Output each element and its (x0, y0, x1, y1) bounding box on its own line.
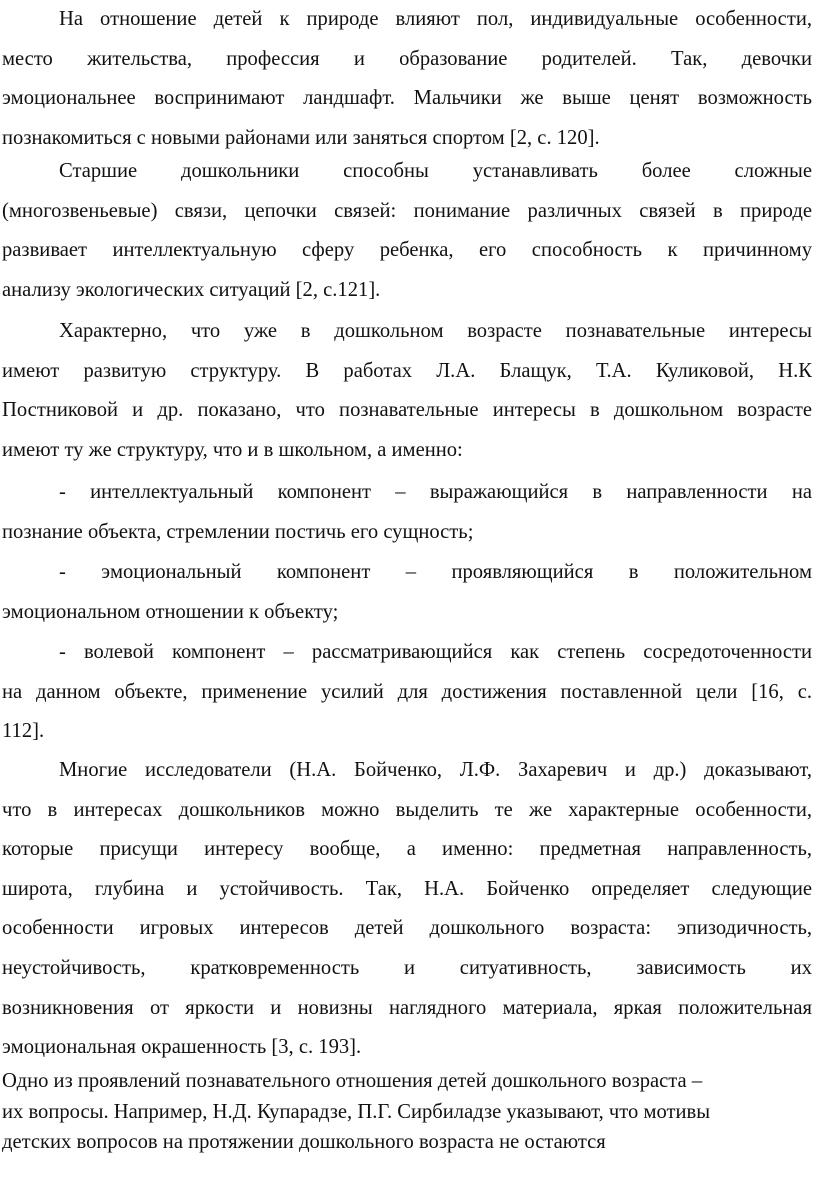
text-line: на данном объекте, применение усилий для достижения поставленной цели [16, с. (2, 680, 812, 703)
paragraph-complex-links (2, 152, 812, 310)
text-line: имеют развитую структуру. В работах Л.А. Блащук, Т.А. Куликовой, Н.К (2, 359, 812, 382)
text-line: эмоциональная окрашенность [3, с. 193]. (2, 1036, 362, 1059)
text-line: (многозвеньевые) связи, цепочки связей: понимание различных связей в природе (2, 199, 812, 222)
text-line: которые присущи интересу вообще, а именно: предметная направленность, (2, 838, 812, 861)
text-line: Многие исследователи (Н.А. Бойченко, Л.Ф. Захаревич и др.) доказывают, (59, 759, 812, 781)
text-line: 112]. (2, 720, 45, 743)
text-line: возникновения от яркости и новизны наглядного материала, яркая положительная (2, 996, 812, 1019)
list-item-volitional-component (2, 633, 812, 752)
list-item-emotional-component (2, 553, 812, 632)
text-line: развивает интеллектуальную сферу ребенка, его способность к причинному (2, 239, 812, 262)
text-line: - волевой компонент – рассматривающийся как степень сосредоточенности (59, 641, 812, 663)
text-line: - эмоциональный компонент – проявляющийся в положительном (59, 561, 812, 583)
list-item-intellectual-component (2, 473, 812, 552)
paragraph-children-questions (2, 1066, 806, 1158)
text-line: их вопросы. Например, Н.Д. Купарадзе, П.Г. Сирбиладзе указывают, что мотивы (2, 1100, 711, 1123)
text-line: Старшие дошкольники способны устанавливать более сложные (59, 160, 812, 182)
text-line: широта, глубина и устойчивость. Так, Н.А. Бойченко определяет следующие (2, 877, 812, 900)
text-line: что в интересах дошкольников можно выделить те же характерные особенности, (2, 798, 812, 821)
text-line: Одно из проявлений познавательного отношения детей дошкольного возраста – (2, 1070, 703, 1092)
text-line: - интеллектуальный компонент – выражающийся в направленности на (59, 481, 812, 503)
text-line: неустойчивость, кратковременность и ситуативность, зависимость их (2, 956, 812, 979)
text-line: эмоциональнее воспринимают ландшафт. Мальчики же выше ценят возможность (2, 87, 812, 110)
text-line: особенности игровых интересов детей дошкольного возраста: эпизодичность, (2, 917, 812, 940)
paragraph-interest-structure (2, 312, 812, 470)
text-line: Характерно, что уже в дошкольном возрасте познавательные интересы (59, 320, 812, 342)
paragraph-researchers (2, 751, 812, 1068)
text-line: место жительства, профессия и образование родителей. Так, девочки (2, 47, 812, 70)
text-line: На отношение детей к природе влияют пол, индивидуальные особенности, (59, 8, 812, 30)
text-line: имеют ту же структуру, что и в школьном, а именно: (2, 438, 463, 461)
text-line: анализу экологических ситуаций [2, с.121]. (2, 278, 381, 301)
text-line: Постниковой и др. показано, что познавательные интересы в дошкольном возрасте (2, 399, 812, 422)
text-line: познакомиться с новыми районами или заняться спортом [2, с. 120]. (2, 126, 600, 149)
text-line: познание объекта, стремлении постичь его сущность; (2, 520, 474, 543)
text-line: детских вопросов на протяжении дошкольного возраста не остаются (2, 1131, 606, 1153)
paragraph-gender-influence (2, 0, 812, 158)
text-line: эмоциональном отношении к объекту; (2, 600, 339, 623)
